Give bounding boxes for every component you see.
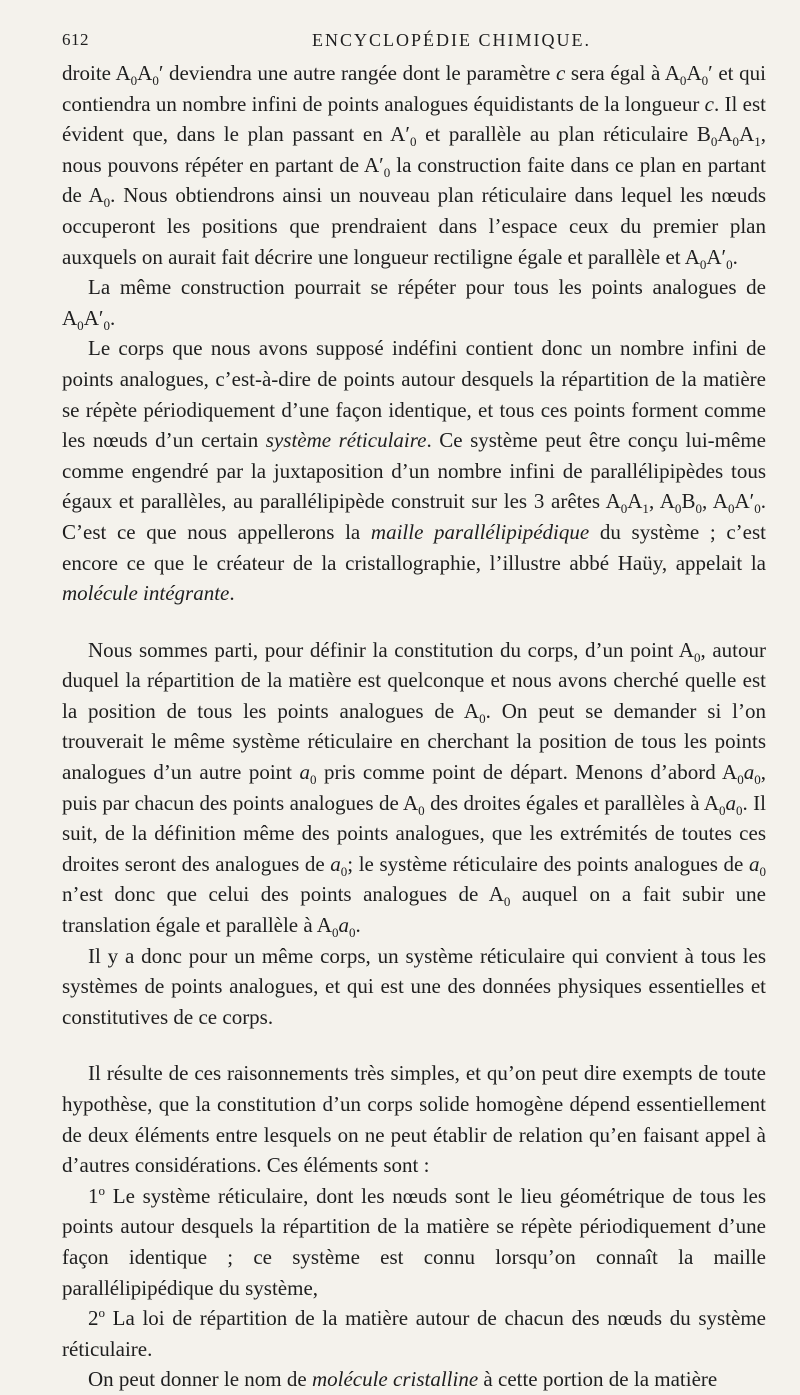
subscript: 0 — [418, 802, 425, 818]
text-run: A — [137, 61, 153, 85]
subscript: 0 — [754, 501, 761, 517]
subscript: 0 — [331, 925, 339, 941]
subscript: 0 — [737, 772, 744, 788]
italic-run: système réticulaire — [265, 428, 427, 453]
text-run: . Nous obtiendrons ainsi un nouveau plan réticulaire dans lequel les nœuds occuperont les positions que prendraient dans l’espace ceux du premier plan auxquels on aurait fait décrire une longueur rectiligne égale et parallèle et A — [62, 183, 767, 269]
text-run: Il résulte de ces raisonnements très simples, et qu’on peut dire exempts de toute hypothèse, que la constitution d’un corps solide homogène dépend essentiellement de deux éléments entre lesquels on ne peut établir de relation qu’en faisant appel à d’autres considérations. Ces éléments sont : — [62, 1061, 766, 1178]
text-run: Nous sommes parti, pour définir la constitution du corps, d’un point A — [88, 637, 694, 662]
subscript: 1 — [642, 501, 649, 517]
subscript: 0 — [732, 134, 740, 150]
text-run: Le système réticulaire, dont les nœuds sont le lieu géométrique de tous les points autour desquels la répartition de la matière se répète périodiquement d’une façon identique ; ce système est connu lorsqu’on connaît la maille parallélipipédique du système, — [62, 1183, 766, 1300]
subscript: 0 — [620, 501, 628, 517]
italic-run: molécule intégrante — [62, 581, 230, 606]
italic-run: a — [748, 851, 760, 876]
paragraph — [62, 1058, 766, 1180]
text-run: . On peut se demander si l’on trouverait le même système réticulaire en cherchant la position de tous les points analogues d’un autre point — [62, 698, 766, 785]
italic-run: molécule cristalline — [311, 1367, 479, 1392]
paragraph — [62, 272, 766, 333]
subscript: 0 — [103, 317, 110, 333]
italic-run: a — [330, 851, 341, 876]
text-run: . Il suit, de la définition même des points analogues, que les extrémités de toutes ces droites seront des analogues de — [62, 790, 767, 876]
text-run: , puis par chacun des points analogues de A — [62, 760, 766, 815]
page-number: 612 — [62, 30, 89, 49]
subscript: 0 — [701, 73, 709, 89]
text-run: La même construction pourrait se répéter pour tous les points analogues de A — [62, 275, 766, 330]
text-run: auquel on a fait subir une translation égale et parallèle à A — [62, 882, 766, 938]
text-run: . Ce système peut être conçu lui-même comme engendré par la juxtaposition d’un nombre infini de parallélipipèdes tous égaux et parallèles, au parallélipipède construit sur les 3 arêtes A — [62, 428, 766, 514]
italic-run: maille parallélipipédique — [370, 519, 590, 544]
text-run: A — [739, 122, 755, 147]
subscript: 0 — [479, 711, 486, 727]
subscript: 0 — [409, 134, 417, 150]
text-run: du système ; c’est encore ce que le créateur de la cristallographie, l’illustre abbé Haüy, appelait la — [62, 519, 766, 575]
subscript: 0 — [130, 73, 138, 89]
subscript: 0 — [348, 925, 356, 941]
text-run: . — [109, 305, 116, 330]
text-run: , A — [648, 489, 675, 514]
text-run: A — [686, 61, 702, 85]
italic-run: a — [338, 913, 349, 938]
paragraph — [62, 1181, 766, 1303]
subscript: 0 — [679, 73, 687, 89]
text-run: A′ — [706, 244, 727, 269]
italic-run: a — [299, 760, 310, 785]
subscript: 0 — [710, 134, 718, 150]
subscript: 0 — [693, 649, 701, 665]
running-title: ENCYCLOPÉDIE CHIMIQUE. — [312, 30, 591, 50]
text-run: ; le système réticulaire des points analogues de — [347, 851, 749, 876]
text-run: . — [732, 244, 738, 269]
text-run: 2 — [88, 1306, 99, 1331]
paragraph — [62, 1364, 766, 1395]
subscript: 0 — [754, 772, 761, 788]
text-run: pris comme point de départ. Menons d’abord A — [316, 760, 738, 785]
subscript: 0 — [726, 256, 733, 272]
subscript: 1 — [754, 134, 761, 150]
subscript: 0 — [152, 73, 159, 89]
subscript: 0 — [383, 164, 391, 180]
paragraph — [62, 333, 766, 608]
text-run: ′ et qui contiendra un nombre infini de points analogues équidistants de la longueur — [62, 61, 766, 116]
text-run: A — [717, 122, 733, 147]
text-run: , nous pouvons répéter en partant de A′ — [62, 122, 766, 177]
text-run: sera égal à A — [565, 61, 680, 85]
text-run: , autour duquel la répartition de la matière est quelconque et nous avons cherché quelle est la position de tous les points analogues de A — [62, 637, 766, 723]
superscript: o — [98, 1182, 106, 1198]
subscript: 0 — [340, 864, 348, 880]
text-run: à cette portion de la matière — [478, 1367, 718, 1392]
text-run: 1 — [88, 1183, 99, 1208]
text-run: Il y a donc pour un même corps, un système réticulaire qui convient à tous les systèmes de points analogues, et qui est une des données physiques essentielles et constitutives de ce corps. — [62, 943, 766, 1029]
paragraph — [62, 58, 766, 272]
italic-run: a — [743, 760, 755, 785]
subscript: 0 — [674, 501, 682, 517]
page-body — [62, 58, 766, 1395]
text-run: la construction faite dans ce plan en partant de A — [62, 152, 766, 208]
text-run: Le corps que nous avons supposé indéfini contient donc un nombre infini de points analogues, c’est-à-dire de points autour desquels la répartition de la matière se répète périodiquement d’une façon identique, et tous ces points forment comme les nœuds d’un certain — [62, 336, 766, 453]
text-run: A′ — [734, 489, 755, 514]
text-run: B — [681, 489, 696, 514]
subscript: 0 — [695, 501, 702, 517]
text-run: La loi de répartition de la matière autour de chacun des nœuds du système réticulaire. — [62, 1306, 766, 1361]
text-run: . — [229, 581, 235, 606]
subscript: 0 — [727, 501, 735, 517]
text-run: A — [627, 489, 643, 514]
text-run: On peut donner le nom de — [88, 1367, 312, 1392]
text-run: . C’est ce que nous appellerons la — [62, 489, 766, 544]
text-run: des droites égales et parallèles à A — [424, 790, 719, 815]
text-run: et parallèle au plan réticulaire B — [416, 122, 711, 147]
paragraph — [62, 941, 766, 1033]
page-header — [62, 30, 760, 56]
text-run: ′ deviendra une autre rangée dont le paramètre — [158, 61, 556, 85]
text-run: A′ — [83, 305, 104, 330]
text-run: , A — [701, 489, 728, 514]
subscript: 0 — [719, 802, 726, 818]
paragraph — [62, 635, 766, 941]
subscript: 0 — [77, 317, 84, 333]
subscript: 0 — [503, 894, 511, 910]
text-run: . — [355, 913, 361, 938]
italic-run: c — [555, 61, 566, 85]
text-run: droite A — [62, 61, 131, 85]
italic-run: a — [725, 790, 737, 815]
subscript: 0 — [309, 772, 317, 788]
superscript: o — [98, 1305, 106, 1321]
italic-run: c — [704, 91, 714, 116]
subscript: 0 — [736, 802, 743, 818]
subscript: 0 — [103, 195, 111, 211]
text-run: n’est donc que celui des points analogues de A — [62, 882, 504, 907]
subscript: 0 — [699, 256, 707, 272]
paragraph — [62, 1303, 766, 1364]
subscript: 0 — [759, 864, 766, 880]
text-run: . Il est évident que, dans le plan passant en A′ — [62, 91, 766, 147]
